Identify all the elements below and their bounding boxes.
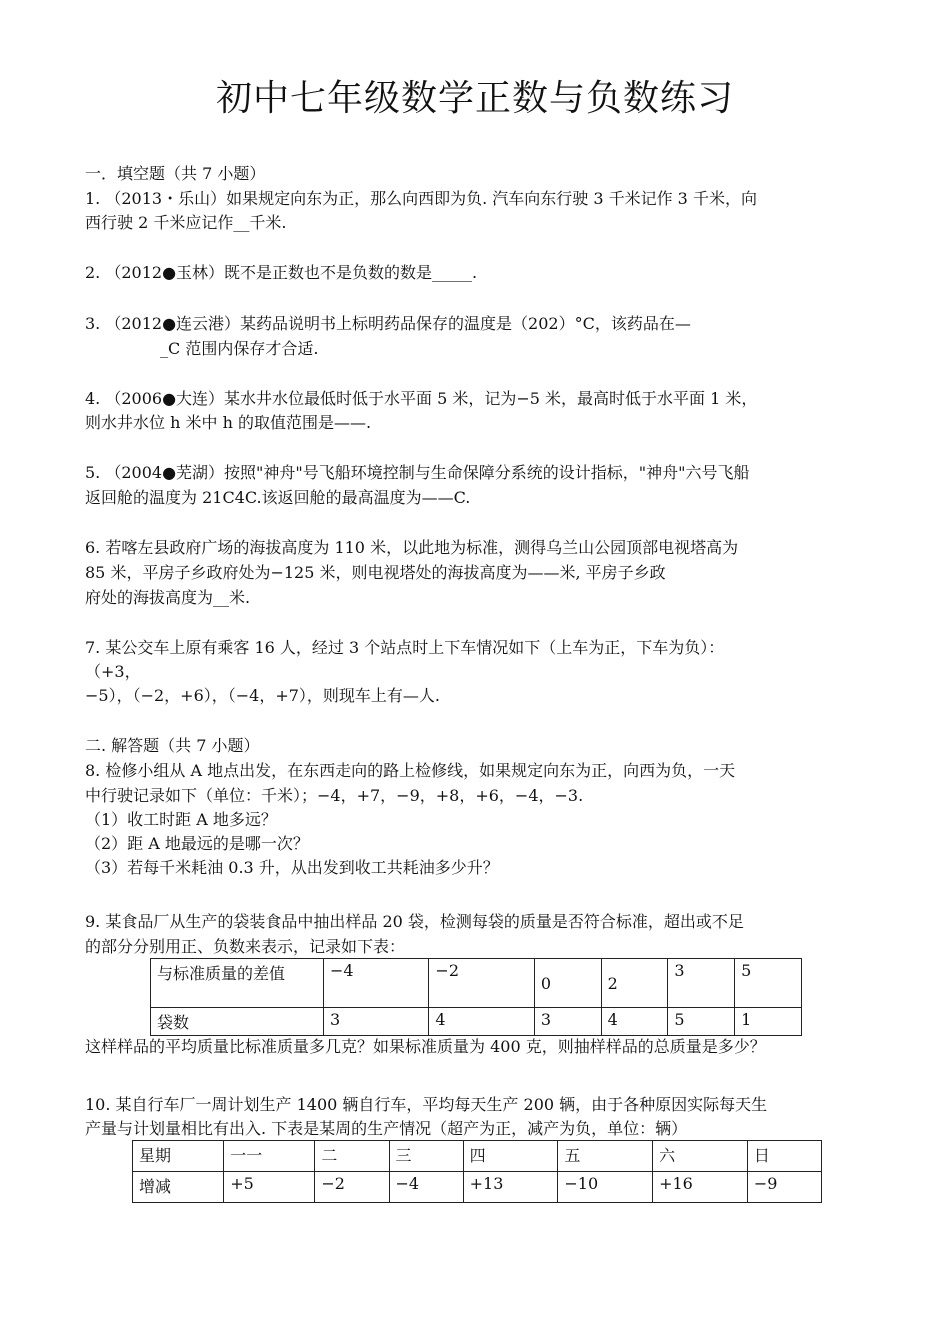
q9-table xyxy=(150,958,802,1036)
q6-line-3: 府处的海拔高度为__米. xyxy=(85,588,251,607)
q9-table-row xyxy=(151,959,802,1008)
q7-line-1: 7. 某公交车上原有乘客 16 人，经过 3 个站点时上下车情况如下（上车为正，下车为负）： xyxy=(85,638,725,657)
q9-table-row xyxy=(151,1008,802,1036)
section-2-heading: 二. 解答题（共 7 小题） xyxy=(85,736,260,755)
q10-table-header-row xyxy=(133,1141,822,1172)
q6-line-2: 85 米，平房子乡政府处为−125 米，则电视塔处的海拔高度为——米, 平房子乡政 xyxy=(85,563,666,582)
q10-cell: −10 xyxy=(558,1172,653,1203)
q10-cell: −4 xyxy=(389,1172,463,1203)
q10-header-cell: 三 xyxy=(389,1141,463,1172)
q9-row1-header: 与标准质量的差值 xyxy=(151,959,324,1008)
q7-line-3: −5），（−2，+6），（−4，+7），则现车上有—人. xyxy=(85,686,441,705)
q10-cell: +5 xyxy=(224,1172,315,1203)
q9-cell: 3 xyxy=(324,1008,429,1036)
q9-cell: 4 xyxy=(429,1008,534,1036)
q10-table xyxy=(132,1140,822,1203)
q5-line-1: 5. （2004●芜湖）按照"神舟"号飞船环境控制与生命保障分系统的设计指标，"神舟"六号飞船 xyxy=(85,463,750,482)
q10-table-row xyxy=(133,1172,822,1203)
q9-row2-header: 袋数 xyxy=(151,1008,324,1036)
q8-line-2: 中行驶记录如下（单位：千米）；−4，+7，−9，+8，+6，−4，−3. xyxy=(85,786,584,805)
q10-header-cell: 二 xyxy=(315,1141,389,1172)
q9-cell: 2 xyxy=(601,959,668,1008)
q10-cell: 增减 xyxy=(133,1172,224,1203)
q1-line-1: 1. （2013・乐山）如果规定向东为正，那么向西即为负. 汽车向东行驶 3 千米记作 3 千米，向 xyxy=(85,189,757,208)
q9-cell: 5 xyxy=(668,1008,735,1036)
q10-line-1: 10. 某自行车厂一周计划生产 1400 辆自行车，平均每天生产 200 辆，由于各种原因实际每天生 xyxy=(85,1095,768,1114)
q9-line-2: 的部分分别用正、负数来表示，记录如下表： xyxy=(85,937,406,956)
q10-header-cell: 一一 xyxy=(224,1141,315,1172)
q10-header-cell: 六 xyxy=(653,1141,748,1172)
q9-cell: 3 xyxy=(668,959,735,1008)
q3-line-1: 3. （2012●连云港）某药品说明书上标明药品保存的温度是（202）°C，该药品在— xyxy=(85,314,691,333)
q3-line-2: _C 范围内保存才合适. xyxy=(160,339,319,358)
section-1-heading: 一．填空题（共 7 小题） xyxy=(85,164,266,183)
q10-cell: +16 xyxy=(653,1172,748,1203)
q10-header-cell: 星期 xyxy=(133,1141,224,1172)
q10-cell: −2 xyxy=(315,1172,389,1203)
q9-cell: 3 xyxy=(534,1008,601,1036)
q10-header-cell: 四 xyxy=(463,1141,558,1172)
q8-sub-2: （2）距 A 地最远的是哪一次？ xyxy=(85,834,309,853)
q10-header-cell: 日 xyxy=(747,1141,821,1172)
page-title: 初中七年级数学正数与负数练习 xyxy=(215,78,734,119)
q9-after-table: 这样样品的平均质量比标准质量多几克？如果标准质量为 400 克，则抽样样品的总质量是多少？ xyxy=(85,1037,766,1056)
q9-cell: 1 xyxy=(735,1008,802,1036)
q9-cell: −2 xyxy=(429,959,534,1008)
q9-cell: 4 xyxy=(601,1008,668,1036)
q9-cell: 0 xyxy=(534,959,601,1008)
q9-cell: 5 xyxy=(735,959,802,1008)
q10-cell: −9 xyxy=(747,1172,821,1203)
q2-line-1: 2. （2012●玉林）既不是正数也不是负数的数是_____. xyxy=(85,263,478,282)
q10-cell: +13 xyxy=(463,1172,558,1203)
q8-sub-3: （3）若每千米耗油 0.3 升，从出发到收工共耗油多少升？ xyxy=(85,858,499,877)
q8-sub-1: （1）收工时距 A 地多远？ xyxy=(85,810,277,829)
q7-line-2: （+3， xyxy=(85,662,141,681)
q5-line-2: 返回舱的温度为 21C4C.该返回舱的最高温度为——C. xyxy=(85,488,471,507)
q6-line-1: 6. 若喀左县政府广场的海拔高度为 110 米，以此地为标准，测得乌兰山公园顶部电视塔高为 xyxy=(85,538,739,557)
q8-line-1: 8. 检修小组从 A 地点出发，在东西走向的路上检修线，如果规定向东为正，向西为负，一天 xyxy=(85,761,736,780)
q4-line-1: 4. （2006●大连）某水井水位最低时低于水平面 5 米，记为−5 米，最高时低于水平面 1 米， xyxy=(85,389,758,408)
q10-line-2: 产量与计划量相比有出入. 下表是某周的生产情况（超产为正，减产为负，单位：辆） xyxy=(85,1119,688,1138)
q4-line-2: 则水井水位 h 米中 h 的取值范围是——. xyxy=(85,413,372,432)
q9-line-1: 9. 某食品厂从生产的袋装食品中抽出样品 20 袋，检测每袋的质量是否符合标准，超出或不足 xyxy=(85,912,744,931)
q1-line-2: 西行驶 2 千米应记作__千米. xyxy=(85,213,287,232)
q10-header-cell: 五 xyxy=(558,1141,653,1172)
q9-cell: −4 xyxy=(324,959,429,1008)
